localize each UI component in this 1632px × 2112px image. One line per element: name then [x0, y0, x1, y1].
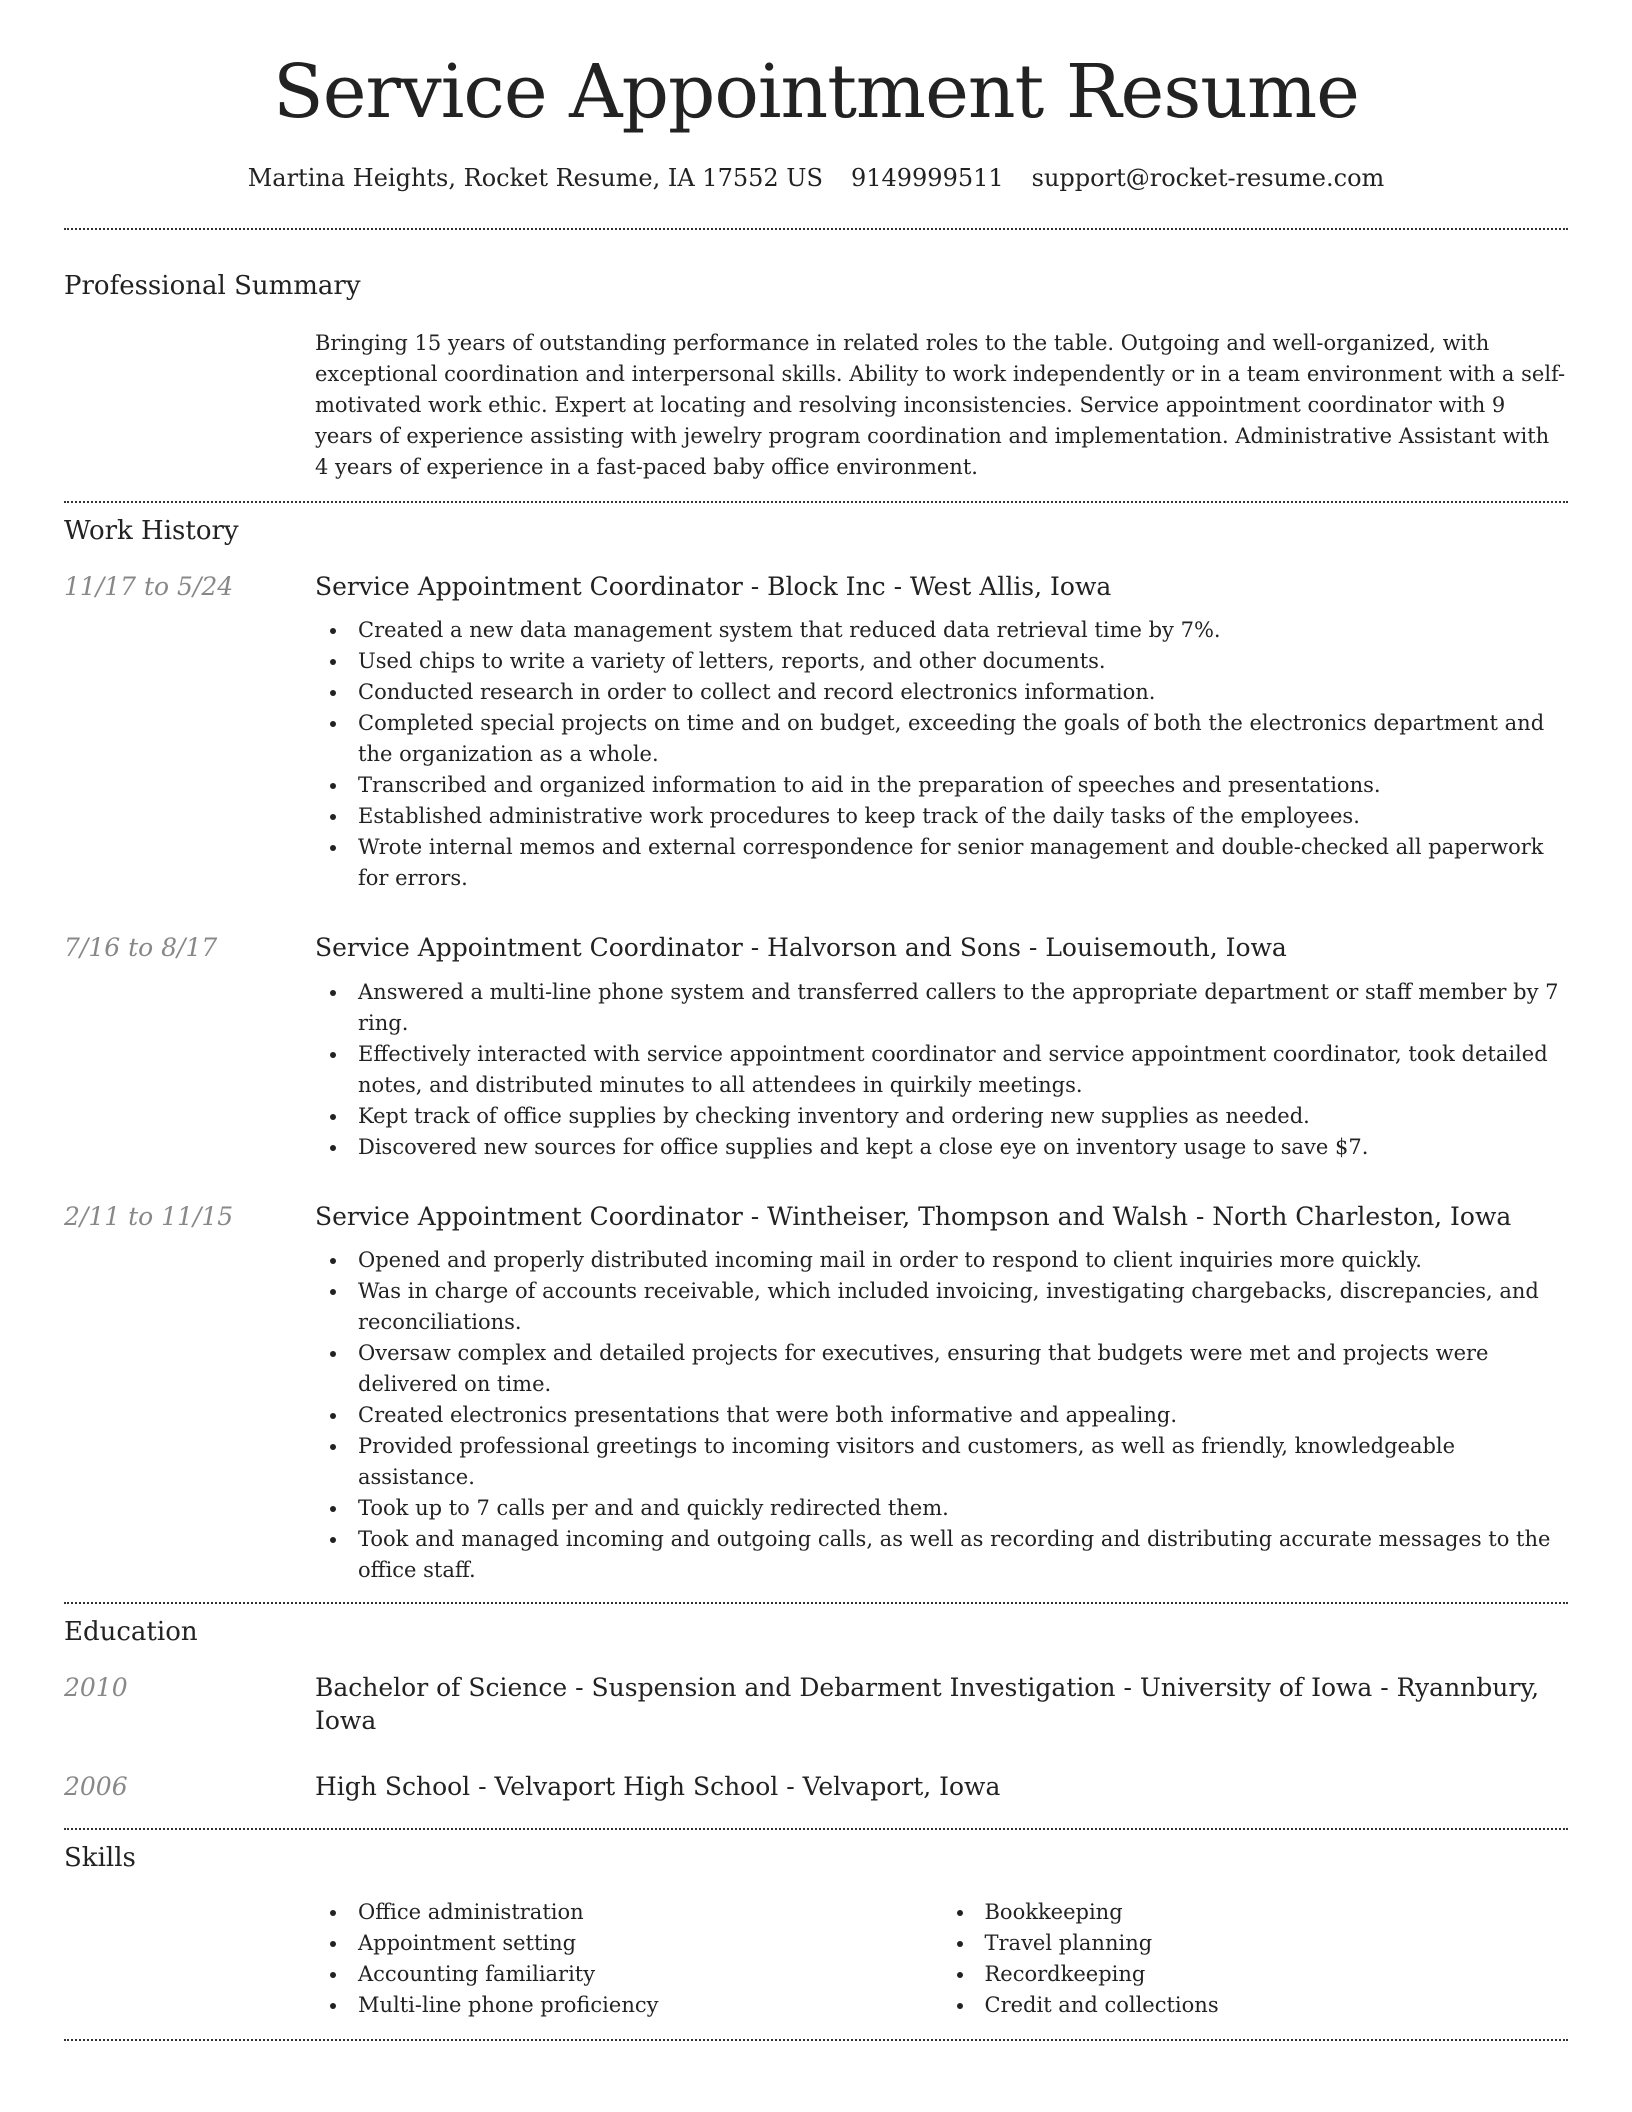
skills-grid — [315, 1897, 1568, 2021]
list-item: Established administrative work procedures to keep track of the daily tasks of the employees. — [315, 801, 1568, 832]
job-details — [315, 932, 1568, 1163]
list-item: Effectively interacted with service appointment coordinator and service appointment coordinator, took detailed notes, and distributed minutes to all attendees in quirkily meetings. — [315, 1039, 1568, 1101]
skill-item: Travel planning — [942, 1928, 1569, 1959]
skill-item: Recordkeeping — [942, 1959, 1569, 1990]
contact-phone: 9149999511 — [850, 164, 1004, 193]
job-details — [315, 571, 1568, 895]
list-item: Kept track of office supplies by checking inventory and ordering new supplies as needed. — [315, 1101, 1568, 1132]
divider — [64, 1602, 1568, 1604]
page-title: Service Appointment Resume — [273, 49, 1359, 135]
contact-email: support@rocket-resume.com — [1031, 164, 1385, 193]
list-item: Created electronics presentations that were both informative and appealing. — [315, 1400, 1568, 1431]
resume-page — [64, 0, 1568, 2041]
job-bullets — [315, 977, 1568, 1163]
list-item: Took and managed incoming and outgoing calls, as well as recording and distributing accurate messages to the office staff. — [315, 1524, 1568, 1586]
skill-item: Multi-line phone proficiency — [315, 1990, 942, 2021]
job-title: Service Appointment Coordinator - Block Inc - West Allis, Iowa — [315, 571, 1112, 601]
job-dates: 2/11 to 11/15 — [64, 1201, 234, 1231]
list-item: Conducted research in order to collect and record electronics information. — [315, 677, 1568, 708]
skills-column-1 — [315, 1897, 942, 2021]
summary-text: Bringing 15 years of outstanding performance in related roles to the table. Outgoing and well-organized, with exceptional coordination and interpersonal skills. Ability to work independently or in a team environment with a self-motivated work ethic. Expert at locating and resolving inconsistencies. Service appointment coordinator with 9 years of experience assisting with jewelry program coordination and implementation. Administrative Assistant with 4 years of experience in a fast-paced baby office environment. — [315, 331, 1566, 480]
list-item: Opened and properly distributed incoming mail in order to respond to client inquiries more quickly. — [315, 1245, 1568, 1276]
divider — [64, 2039, 1568, 2041]
job-bullets — [315, 615, 1568, 894]
summary-row — [64, 328, 1568, 483]
job-dates: 7/16 to 8/17 — [64, 933, 218, 963]
education-entry — [64, 1672, 1568, 1737]
education-entry — [64, 1771, 1568, 1804]
work-heading: Work History — [64, 516, 239, 547]
job-entry — [64, 932, 1568, 1163]
job-details — [315, 1201, 1568, 1587]
education-text: Bachelor of Science - Suspension and Debarment Investigation - University of Iowa - Ryannbury, Iowa — [315, 1673, 1540, 1735]
divider — [64, 228, 1568, 230]
list-item: Used chips to write a variety of letters, reports, and other documents. — [315, 646, 1568, 677]
list-item: Took up to 7 calls per and and quickly redirected them. — [315, 1493, 1568, 1524]
job-bullets — [315, 1245, 1568, 1586]
education-heading: Education — [64, 1617, 198, 1648]
education-text: High School - Velvaport High School - Velvaport, Iowa — [315, 1772, 1001, 1802]
list-item: Provided professional greetings to incoming visitors and customers, as well as friendly, knowledgeable assistance. — [315, 1431, 1568, 1493]
skill-item: Credit and collections — [942, 1990, 1569, 2021]
list-item: Discovered new sources for office supplies and kept a close eye on inventory usage to save $7. — [315, 1132, 1568, 1163]
skills-row — [64, 1897, 1568, 2021]
contact-line — [64, 163, 1568, 194]
divider — [64, 501, 1568, 503]
job-entry — [64, 1201, 1568, 1587]
list-item: Transcribed and organized information to aid in the preparation of speeches and presentations. — [315, 770, 1568, 801]
education-year: 2010 — [64, 1673, 128, 1703]
skill-item: Appointment setting — [315, 1928, 942, 1959]
job-title: Service Appointment Coordinator - Wintheiser, Thompson and Walsh - North Charleston, Iowa — [315, 1201, 1512, 1231]
list-item: Was in charge of accounts receivable, which included invoicing, investigating chargebacks, discrepancies, and reconciliations. — [315, 1276, 1568, 1338]
contact-address: Martina Heights, Rocket Resume, IA 17552 US — [247, 164, 823, 193]
list-item: Created a new data management system that reduced data retrieval time by 7%. — [315, 615, 1568, 646]
job-dates: 11/17 to 5/24 — [64, 571, 234, 601]
skill-item: Bookkeeping — [942, 1897, 1569, 1928]
job-title: Service Appointment Coordinator - Halvorson and Sons - Louisemouth, Iowa — [315, 933, 1287, 963]
list-item: Completed special projects on time and on budget, exceeding the goals of both the electronics department and the organization as a whole. — [315, 708, 1568, 770]
list-item: Answered a multi-line phone system and transferred callers to the appropriate department or staff member by 7 ring. — [315, 977, 1568, 1039]
list-item: Oversaw complex and detailed projects for executives, ensuring that budgets were met and projects were delivered on time. — [315, 1338, 1568, 1400]
skills-column-2 — [942, 1897, 1569, 2021]
skills-heading: Skills — [64, 1842, 136, 1873]
education-year: 2006 — [64, 1772, 128, 1802]
divider — [64, 1828, 1568, 1830]
list-item: Wrote internal memos and external correspondence for senior management and double-checked all paperwork for errors. — [315, 832, 1568, 894]
summary-heading: Professional Summary — [64, 271, 361, 302]
skill-item: Office administration — [315, 1897, 942, 1928]
job-entry — [64, 571, 1568, 895]
skill-item: Accounting familiarity — [315, 1959, 942, 1990]
